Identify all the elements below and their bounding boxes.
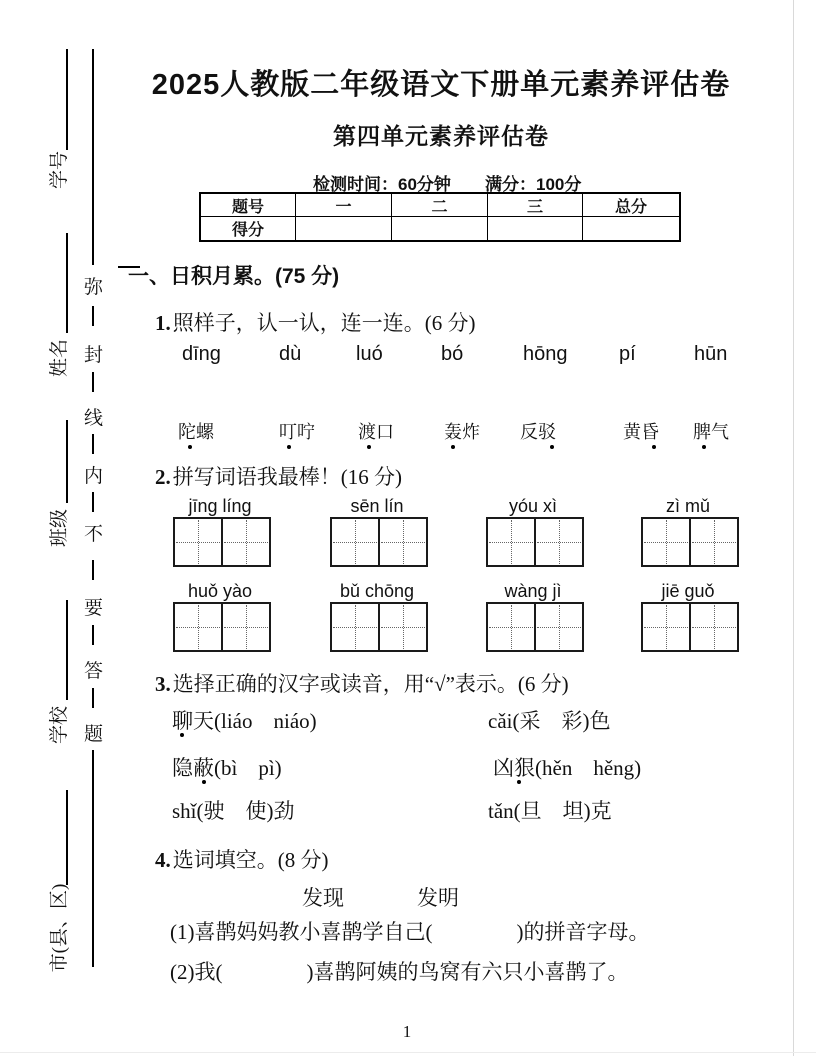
grid-cell[interactable] xyxy=(689,519,737,565)
writing-grid xyxy=(173,517,271,567)
writing-grid xyxy=(173,602,271,652)
fold-line-dash xyxy=(92,372,94,392)
seal-field-label: 学校 xyxy=(48,706,70,745)
grid-cell[interactable] xyxy=(643,604,689,650)
word-text: 脾气 xyxy=(693,422,729,442)
fold-line-char: 内 xyxy=(84,466,104,487)
question-2-heading xyxy=(155,461,402,491)
pinyin-item: bó xyxy=(441,343,464,365)
fold-line-dash xyxy=(92,625,94,645)
grid-pinyin-label: jiē guǒ xyxy=(661,581,715,601)
scan-edge-line-bottom xyxy=(0,1052,816,1053)
word-item xyxy=(358,418,394,444)
q3-choice-item xyxy=(488,795,612,825)
pinyin-item: dīng xyxy=(182,343,221,365)
seal-field-label: 学号 xyxy=(48,151,70,190)
score-cell-empty[interactable] xyxy=(488,217,583,240)
pinyin-item: hūn xyxy=(694,343,728,365)
writing-grid xyxy=(641,517,739,567)
score-table-header-cell: 一 xyxy=(296,194,392,217)
exam-subtitle: 第四单元素养评估卷 xyxy=(333,123,549,149)
seal-field-name xyxy=(44,298,70,418)
fold-line-dash xyxy=(92,434,94,454)
word-item xyxy=(178,418,214,444)
pinyin-item: pí xyxy=(619,343,636,365)
score-table-header-cell: 二 xyxy=(392,194,488,217)
fold-line-char: 封 xyxy=(84,345,104,366)
grid-cell[interactable] xyxy=(332,604,378,650)
emphasis-dot xyxy=(287,445,291,449)
grid-cell[interactable] xyxy=(488,519,534,565)
seal-field-school xyxy=(44,665,70,785)
score-row-label: 得分 xyxy=(201,217,296,240)
q3-choice-item xyxy=(172,795,295,825)
writing-grid xyxy=(486,602,584,652)
grid-cell[interactable] xyxy=(332,519,378,565)
fold-line-char: 弥 xyxy=(84,277,104,298)
q3-item-text: 凶狠(hěn hěng) xyxy=(493,756,642,780)
emphasis-dot xyxy=(550,445,554,449)
grid-cell[interactable] xyxy=(175,604,221,650)
q4-fill-item-1: (1)喜鹊妈妈教小喜鹊学自己( )的拼音字母。 xyxy=(170,920,650,944)
grid-pinyin-label: sēn lín xyxy=(350,496,404,516)
fold-line-dash xyxy=(92,688,94,708)
grid-pinyin-label: yóu xì xyxy=(508,496,558,516)
exam-time: 检测时间：60分钟 xyxy=(313,175,451,194)
grid-pinyin-label: zì mǔ xyxy=(665,496,710,516)
fold-line-char: 要 xyxy=(84,598,104,619)
exam-full-score: 满分：100分 xyxy=(485,175,582,194)
question-number: 2. xyxy=(155,465,171,489)
seal-field-label: 市(县、区) xyxy=(48,883,70,973)
q4-word-option: 发现 xyxy=(302,886,344,910)
writing-grid xyxy=(330,517,428,567)
word-item xyxy=(279,418,315,444)
grid-cell[interactable] xyxy=(378,604,426,650)
seal-field-class xyxy=(44,468,70,588)
grid-cell[interactable] xyxy=(221,519,269,565)
question-number: 1. xyxy=(155,311,171,335)
word-text: 叮咛 xyxy=(279,422,315,442)
question-4-heading xyxy=(155,844,329,874)
q3-choice-item xyxy=(172,752,282,782)
grid-cell[interactable] xyxy=(488,604,534,650)
emphasis-dot xyxy=(367,445,371,449)
q3-item-text: shǐ(驶 使)劲 xyxy=(172,799,295,823)
question-text: 选择正确的汉字或读音，用“√”表示。(6 分) xyxy=(172,672,569,696)
pinyin-item: dù xyxy=(279,343,302,365)
question-3-heading xyxy=(155,668,569,698)
fold-line-char: 题 xyxy=(84,724,104,745)
question-text: 拼写词语我最棒！(16 分) xyxy=(172,465,402,489)
seal-field-student-id xyxy=(44,110,70,230)
word-item xyxy=(623,418,659,444)
seal-field-label: 姓名 xyxy=(48,339,70,378)
question-number: 3. xyxy=(155,672,171,696)
question-text: 照样子，认一认，连一连。(6 分) xyxy=(172,311,476,335)
pinyin-item: hōng xyxy=(523,343,568,365)
question-number: 4. xyxy=(155,848,171,872)
word-text: 渡口 xyxy=(358,422,394,442)
seal-field-label: 班级 xyxy=(48,509,70,548)
exam-title: 2025人教版二年级语文下册单元素养评估卷 xyxy=(151,69,731,101)
grid-cell[interactable] xyxy=(221,604,269,650)
q3-item-text: 隐蔽(bì pì) xyxy=(172,756,282,780)
grid-pinyin-label: wàng jì xyxy=(504,581,562,601)
grid-cell[interactable] xyxy=(534,604,582,650)
emphasis-dot xyxy=(180,733,184,737)
score-table xyxy=(199,192,681,242)
grid-pinyin-label: huǒ yào xyxy=(187,581,253,601)
seal-field-district xyxy=(44,868,70,988)
word-item xyxy=(520,418,556,444)
grid-pinyin-label: jīng líng xyxy=(188,496,252,516)
section-1-heading: 一、日积月累。(75 分) xyxy=(128,265,340,288)
q4-fill-item-2: (2)我( )喜鹊阿姨的鸟窝有六只小喜鹊了。 xyxy=(170,960,629,984)
q3-item-text: 聊天(liáo niáo) xyxy=(172,709,317,733)
word-item xyxy=(693,418,729,444)
score-table-header-cell: 三 xyxy=(488,194,583,217)
emphasis-dot xyxy=(517,780,521,784)
grid-cell[interactable] xyxy=(689,604,737,650)
word-text: 轰炸 xyxy=(444,422,480,442)
fold-line-dash xyxy=(92,560,94,580)
score-table-header-cell: 总分 xyxy=(583,194,679,217)
fold-line-char: 线 xyxy=(84,408,104,429)
writing-grid xyxy=(486,517,584,567)
q3-item-text: tǎn(旦 坦)克 xyxy=(488,799,612,823)
q3-item-text: cǎi(采 彩)色 xyxy=(488,709,611,733)
word-item xyxy=(444,418,480,444)
pinyin-item: luó xyxy=(356,343,383,365)
score-cell-empty[interactable] xyxy=(392,217,488,240)
scan-edge-line-right xyxy=(793,0,794,1056)
emphasis-dot xyxy=(652,445,656,449)
fold-line-dash xyxy=(92,306,94,326)
grid-pinyin-label: bǔ chōng xyxy=(339,581,415,601)
word-text: 黄昏 xyxy=(623,422,659,442)
q3-choice-item xyxy=(493,752,641,782)
page-number: 1 xyxy=(402,1022,412,1041)
score-cell-empty[interactable] xyxy=(296,217,392,240)
emphasis-dot xyxy=(702,445,706,449)
question-text: 选词填空。(8 分) xyxy=(172,848,329,872)
fold-line-dash xyxy=(92,492,94,512)
question-1-heading xyxy=(155,307,476,337)
q3-choice-item xyxy=(488,705,610,735)
grid-cell[interactable] xyxy=(643,519,689,565)
word-text: 陀螺 xyxy=(178,422,214,442)
grid-cell[interactable] xyxy=(378,519,426,565)
seal-line-segment-bottom xyxy=(92,750,94,967)
fold-line-char: 不 xyxy=(84,524,104,545)
fold-line-char: 答 xyxy=(84,661,104,682)
writing-grid xyxy=(330,602,428,652)
writing-grid xyxy=(641,602,739,652)
emphasis-dot xyxy=(451,445,455,449)
emphasis-dot xyxy=(202,780,206,784)
q4-word-option: 发明 xyxy=(417,886,459,910)
word-text: 反驳 xyxy=(520,422,556,442)
score-cell-empty[interactable] xyxy=(583,217,679,240)
grid-cell[interactable] xyxy=(534,519,582,565)
emphasis-dot xyxy=(188,445,192,449)
seal-line-segment-top xyxy=(92,49,94,265)
grid-cell[interactable] xyxy=(175,519,221,565)
score-table-header-cell: 题号 xyxy=(201,194,296,217)
q3-choice-item xyxy=(172,705,317,735)
